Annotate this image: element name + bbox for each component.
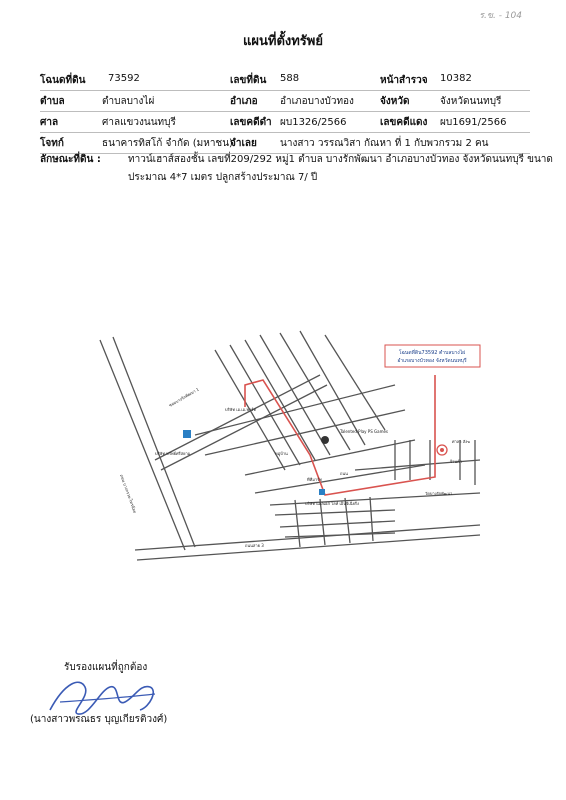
lower-road-2 [275,510,395,515]
route-path [245,375,435,495]
page-title: แผนที่ตั้งทรัพย์ [243,34,323,49]
label-mini: ทีทีมาร์ท [307,477,322,482]
characteristics-line-2: ประมาณ 4*7 เมตร ปลูกสร้างประมาณ 7/ ปี [128,172,318,183]
signer-name: (นางสาวพรณธร บุญเกียรติวงศ์) [30,714,168,725]
certification-text: รับรองแผนที่ถูกต้อง [64,662,148,673]
soi-4 [260,335,330,455]
case-black-label: เลขคดีดำ [230,117,272,128]
label-road: ถนน [340,471,348,476]
target-pin-dot-icon [440,448,444,452]
bottom-road-2 [137,535,480,560]
court-value: ศาลแขวงนนทบุรี [102,117,176,128]
label-village: หมู่บ้าน [275,451,288,456]
label-street-left: ซอยบางรักพัฒนา 1 [168,386,200,408]
lower-road-4 [285,533,395,537]
case-black-value: ผบ1326/2566 [280,117,347,128]
characteristics-label: ลักษณะที่ดิน : [40,154,101,165]
building-icon [183,430,191,438]
main-road-left-2 [113,337,195,547]
characteristics-line-1: ทาวน์เฮาส์สองชั้น เลขที่209/292 หมู่1 ตำบล บางรักพัฒนา อำเภอบางบัวทอง จังหวัดนนทบุรี ขนาด [128,154,553,165]
factory-icon [319,489,325,495]
label-highway: ถนน บางกรวย-ไทรน้อย [119,473,138,514]
signature-underline [60,694,155,702]
label-mart: ร้านค้า [450,459,463,464]
info-row-1 [40,70,530,91]
label-factory: บริษัท แอลเอส ไลท์ เอ็นจิเนียริ่ง [305,501,359,506]
case-red-label: เลขคดีแดง [380,117,428,128]
court-label: ศาล [40,117,59,128]
info-row-3 [40,112,530,133]
amphoe-label: อำเภอ [230,96,258,107]
amphoe-value: อำเภอบางบัวทอง [280,96,354,107]
tambon-value: ตำบลบางไผ่ [102,96,155,107]
callout-line-2: อำเภอบางบัวทอง จังหวัดนนทบุรี [397,358,467,364]
label-temple: วัดบางรักพัฒนา [425,491,453,496]
soi-3 [245,340,315,460]
info-row-2 [40,91,530,112]
route-line [245,375,435,495]
defendant-value: นางสาว วรรณวิสา กัณหา ที่ 1 กับพวกรวม 2 คน [280,138,489,149]
land-no-value: 588 [280,73,300,84]
deed-value: 73592 [108,73,140,84]
label-company: บริษัท ทรัพย์ศรีสยาม [155,451,191,456]
info-row-4 [40,133,530,154]
case-red-value: ผบ1691/2566 [440,117,507,128]
plaintiff-value: ธนาคารทิสโก้ จำกัด (มหาชน) [102,138,233,149]
label-shop: บริษัท เอ.เอ.พาร์ท [225,407,256,412]
cross-road-4 [255,465,425,493]
land-no-label: เลขที่ดิน [230,75,267,86]
game-icon [321,436,329,444]
info-table [40,70,530,154]
plaintiff-label: โจทก์ [40,138,64,149]
province-value: จังหวัดนนทบุรี [440,96,502,107]
location-map [95,315,485,565]
survey-value: 10382 [440,73,472,84]
defendant-label: จำเลย [230,138,257,149]
lower-soi-1 [295,500,300,547]
deed-label: โฉนดที่ดิน [40,75,86,86]
label-road-bottom: ถนนสาย 3 [245,543,264,548]
label-game: Talented Play PS Games [340,429,389,434]
label-landmark: ศาลา สังฆ [452,439,471,444]
tambon-label: ตำบล [40,96,65,107]
bottom-road [135,525,480,550]
callout-line-1: โฉนดที่ดิน73592 ตำบลบางไผ่ [398,350,466,356]
signature-stroke [50,682,153,714]
province-label: จังหวัด [380,96,410,107]
callout-box [385,345,480,367]
soi-6 [300,331,365,445]
markers [183,430,447,495]
corner-note: ร.ข. - 104 [479,11,522,21]
soi-7 [325,335,385,430]
survey-label: หน้าสำรวจ [380,75,428,86]
main-road-left [100,340,185,550]
